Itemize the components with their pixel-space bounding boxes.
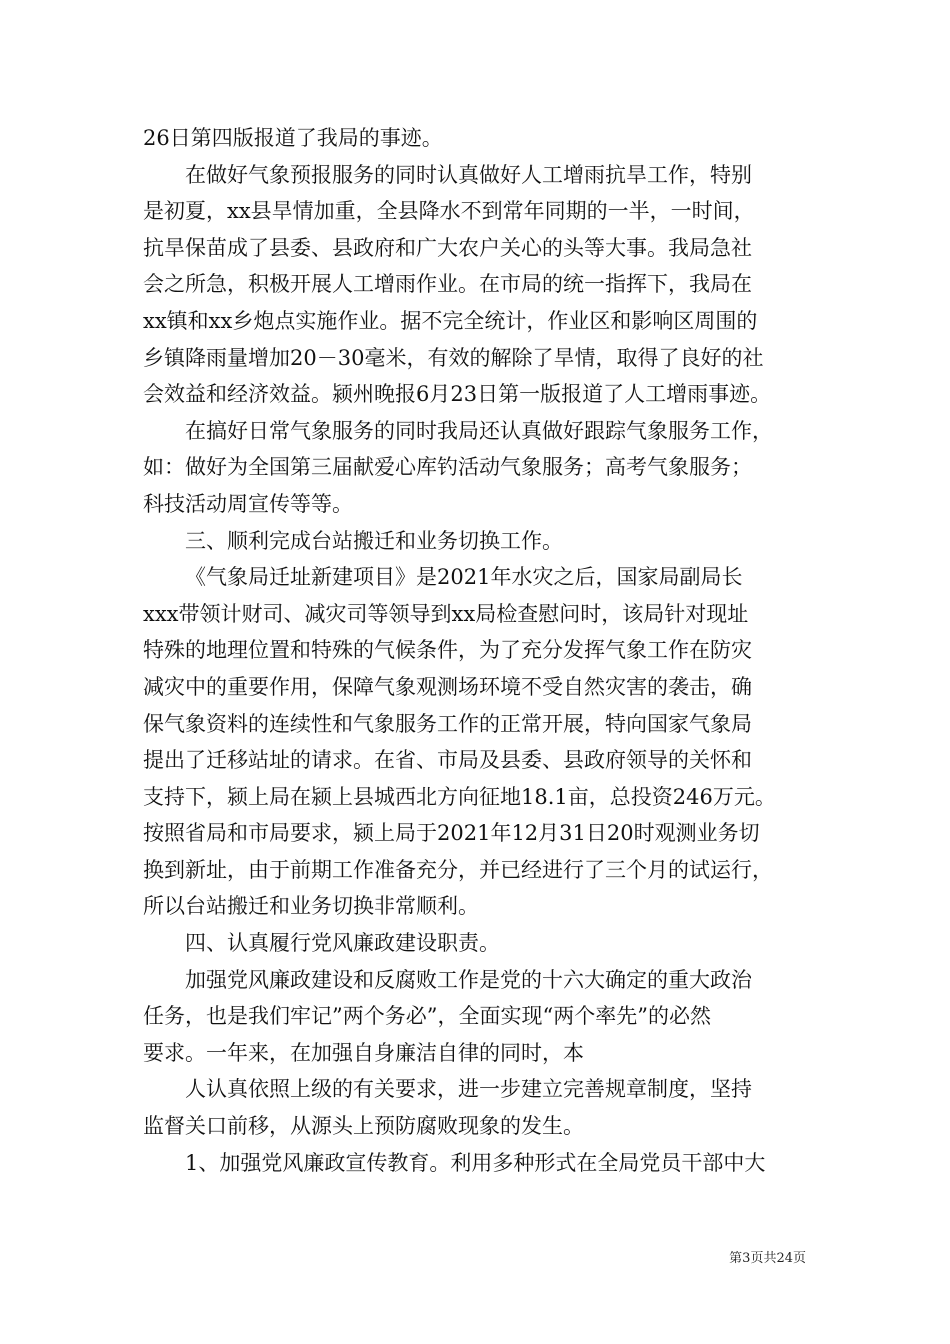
paragraph-2: 在做好气象预报服务的同时认真做好人工增雨抗旱工作，特别 是初夏，xx县旱情加重，全县降水不到常年同期的一半，一时间， 抗旱保苗成了县委、县政府和广大农户关心的头等大事。我局急社 会之所急，积极开展人工增雨作业。在市局的统一指挥下，我局在 xx镇和xx乡炮点实施作业。据不完全统计，作业区和影响区周围的 乡镇降雨量增加20－30毫米，有效的解除了旱情，取得了良好的社 会效益和经济效益。颍州晚报6月23日第一版报道了人工增雨事迹。: [143, 162, 772, 407]
section-heading-3: 三、顺利完成台站搬迁和业务切换工作。: [185, 528, 563, 553]
paragraph-1: 26日第四版报道了我局的事迹。: [143, 126, 443, 150]
paragraph-6: 人认真依照上级的有关要求，进一步建立完善规章制度，坚持 监督关口前移，从源头上预防腐败现象的发生。: [143, 1077, 752, 1139]
paragraph-7: 1、加强党风廉政宣传教育。利用多种形式在全局党员干部中大: [185, 1150, 766, 1175]
paragraph-5: 加强党风廉政建设和反腐败工作是党的十六大确定的重大政治 任务，也是我们牢记”两个务必”，全面实现“两个率先”的必然 要求。一年来，在加强自身廉洁自律的同时，本: [143, 967, 752, 1065]
paragraph-4: 《气象局迁址新建项目》是2021年水灾之后，国家局副局长 xxx带领计财司、减灾司等领导到xx局检查慰问时，该局针对现址 特殊的地理位置和特殊的气候条件，为了充分发挥气象工作在防灾 减灾中的重要作用，保障气象观测场环境不受自然灾害的袭击，确 保气象资料的连续性和气象服务工作的正常开展，特向国家气象局 提出了迁移站址的请求。在省、市局及县委、县政府领导的关怀和 支持下，颍上局在颍上县城西北方向征地18.1亩，总投资246万元。 按照省局和市局要求，颍上局于2021年12月31日20时观测业务切 换到新址，由于前期工作准备充分，并已经进行了三个月的试运行， 所以台站搬迁和业务切换非常顺利。: [143, 565, 776, 919]
page-number-footer: 第3页共24页: [729, 1251, 806, 1266]
paragraph-3: 在搞好日常气象服务的同时我局还认真做好跟踪气象服务工作， 如：做好为全国第三届献爱心库钓活动气象服务；高考气象服务； 科技活动周宣传等等。: [143, 418, 773, 516]
document-body: [143, 120, 813, 1181]
section-heading-4: 四、认真履行党风廉政建设职责。: [185, 931, 500, 956]
